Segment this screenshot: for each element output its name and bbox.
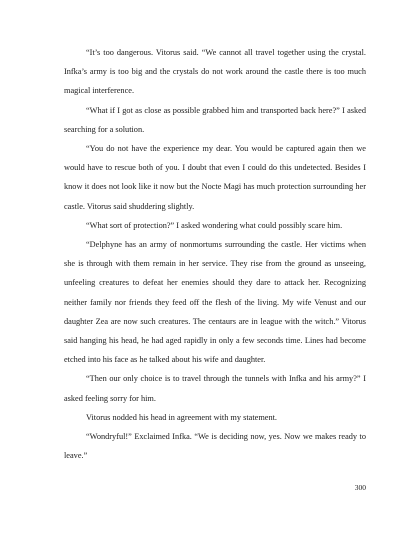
- paragraph: “Then our only choice is to travel through the tunnels with Infka and his army?” I asked feeling sorry for him.: [64, 374, 366, 403]
- paragraph: “Wondryful!” Exclaimed Infka. “We is deciding now, yes. Now we makes ready to leave.”: [64, 432, 366, 461]
- paragraph: “Delphyne has an army of nonmortums surrounding the castle. Her victims when she is through with them remain in her service. They rise from the ground as unseeing, unfeeling creatures to defeat her enemies should they dare to attack her. Recognizing neither family nor friends they feed off the flesh of the living. My wife Venust and our daughter Zea are now such creatures. The centaurs are in league with the witch.” Vitorus said hanging his head, he had aged rapidly in only a few seconds time. Lines had become etched into his face as he talked about his wife and daughter.: [64, 240, 366, 365]
- page-number: 300: [354, 483, 366, 492]
- body-text: [64, 43, 366, 465]
- paragraph: Vitorus nodded his head in agreement with my statement.: [86, 412, 277, 422]
- paragraph: “You do not have the experience my dear. You would be captured again then we would have to rescue both of you. I doubt that even I could do this undetected. Besides I know it does not look like it now but the Nocte Magi has much protection surrounding her castle. Vitorus said shuddering slightly.: [64, 144, 366, 211]
- paragraph: “It’s too dangerous. Vitorus said. “We cannot all travel together using the crystal. Infka’s army is too big and the crystals do not work around the castle there is too much magical interference.: [64, 48, 366, 96]
- paragraph: “What sort of protection?” I asked wondering what could possibly scare him.: [86, 220, 343, 230]
- paragraph: “What if I got as close as possible grabbed him and transported back here?” I asked searching for a solution.: [64, 105, 366, 134]
